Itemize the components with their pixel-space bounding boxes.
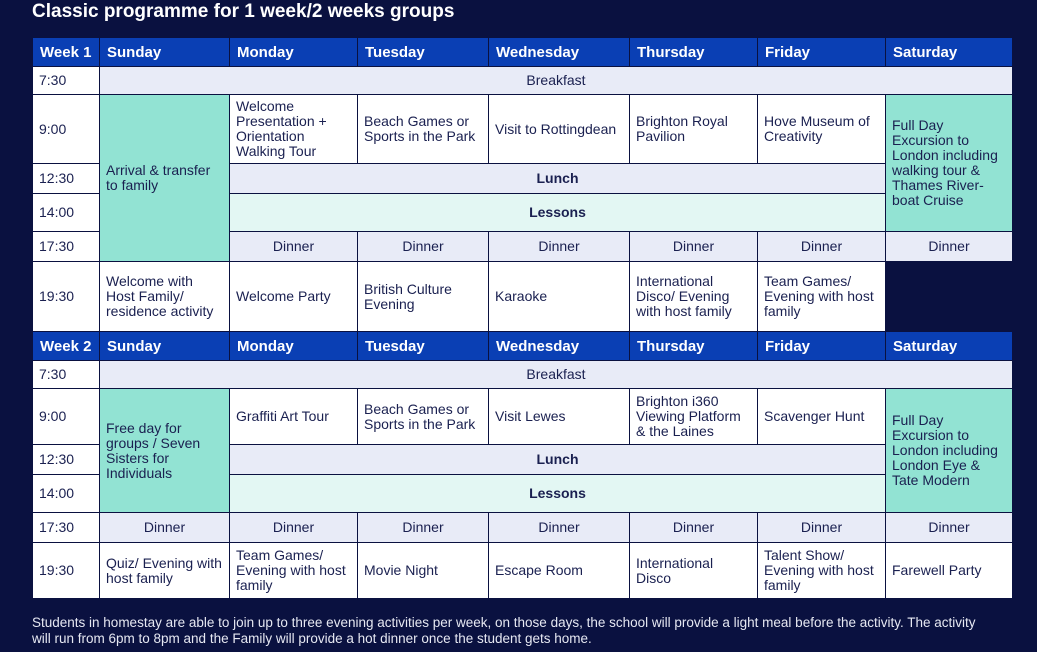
activity-cell: Hove Museum of Creativity bbox=[758, 95, 886, 164]
evening-cell: Quiz/ Evening with host family bbox=[100, 543, 230, 599]
activity-cell: Brighton Royal Pavilion bbox=[630, 95, 758, 164]
day-header-saturday: Saturday bbox=[886, 38, 1013, 67]
evening-cell: British Culture Evening bbox=[358, 262, 489, 332]
evening-cell: Movie Night bbox=[358, 543, 489, 599]
activity-cell: Beach Games or Sports in the Park bbox=[358, 95, 489, 164]
day-header-friday: Friday bbox=[758, 38, 886, 67]
lessons-cell: Lessons bbox=[230, 475, 886, 513]
activity-cell: Brighton i360 Viewing Platform & the Laines bbox=[630, 389, 758, 445]
sunday-activity: Free day for groups / Seven Sisters for Individuals bbox=[100, 389, 230, 513]
week-label: Week 1 bbox=[33, 38, 100, 67]
programme-table bbox=[32, 37, 1013, 599]
time-cell: 17:30 bbox=[33, 513, 100, 543]
lunch-cell: Lunch bbox=[230, 445, 886, 475]
day-header-wednesday: Wednesday bbox=[489, 332, 630, 361]
dinner-cell: Dinner bbox=[100, 513, 230, 543]
time-cell: 14:00 bbox=[33, 194, 100, 232]
time-cell: 12:30 bbox=[33, 164, 100, 194]
activity-cell: Scavenger Hunt bbox=[758, 389, 886, 445]
time-cell: 9:00 bbox=[33, 389, 100, 445]
dinner-cell: Dinner bbox=[230, 513, 358, 543]
table-row bbox=[33, 67, 1013, 95]
breakfast-cell: Breakfast bbox=[100, 361, 1013, 389]
time-cell: 7:30 bbox=[33, 361, 100, 389]
time-cell: 7:30 bbox=[33, 67, 100, 95]
lessons-cell: Lessons bbox=[230, 194, 886, 232]
table-row bbox=[33, 262, 1013, 332]
week1-header-row bbox=[33, 38, 1013, 67]
time-cell: 17:30 bbox=[33, 232, 100, 262]
evening-cell: Farewell Party bbox=[886, 543, 1013, 599]
evening-cell: International Disco bbox=[630, 543, 758, 599]
saturday-excursion: Full Day Excursion to London including walking tour & Thames River-boat Cruise bbox=[886, 95, 1013, 232]
dinner-cell: Dinner bbox=[886, 513, 1013, 543]
day-header-friday: Friday bbox=[758, 332, 886, 361]
time-cell: 9:00 bbox=[33, 95, 100, 164]
evening-cell: Team Games/ Evening with host family bbox=[758, 262, 886, 332]
evening-cell: International Disco/ Evening with host family bbox=[630, 262, 758, 332]
week2-header-row bbox=[33, 332, 1013, 361]
week-label: Week 2 bbox=[33, 332, 100, 361]
day-header-thursday: Thursday bbox=[630, 332, 758, 361]
day-header-tuesday: Tuesday bbox=[358, 38, 489, 67]
dinner-cell: Dinner bbox=[886, 232, 1013, 262]
table-row bbox=[33, 361, 1013, 389]
activity-cell: Graffiti Art Tour bbox=[230, 389, 358, 445]
activity-cell: Visit to Rottingdean bbox=[489, 95, 630, 164]
dinner-cell: Dinner bbox=[758, 232, 886, 262]
dinner-cell: Dinner bbox=[630, 513, 758, 543]
dinner-cell: Dinner bbox=[230, 232, 358, 262]
day-header-sunday: Sunday bbox=[100, 332, 230, 361]
evening-cell: Welcome Party bbox=[230, 262, 358, 332]
day-header-sunday: Sunday bbox=[100, 38, 230, 67]
dinner-cell: Dinner bbox=[358, 232, 489, 262]
dinner-cell: Dinner bbox=[358, 513, 489, 543]
day-header-wednesday: Wednesday bbox=[489, 38, 630, 67]
time-cell: 14:00 bbox=[33, 475, 100, 513]
day-header-monday: Monday bbox=[230, 38, 358, 67]
table-row bbox=[33, 389, 1013, 445]
dinner-cell: Dinner bbox=[758, 513, 886, 543]
breakfast-cell: Breakfast bbox=[100, 67, 1013, 95]
evening-cell: Karaoke bbox=[489, 262, 630, 332]
time-cell: 19:30 bbox=[33, 262, 100, 332]
saturday-excursion: Full Day Excursion to London including London Eye & Tate Modern bbox=[886, 389, 1013, 513]
dinner-cell: Dinner bbox=[630, 232, 758, 262]
evening-cell: Welcome with Host Family/ residence activity bbox=[100, 262, 230, 332]
table-row bbox=[33, 95, 1013, 164]
day-header-monday: Monday bbox=[230, 332, 358, 361]
dinner-cell: Dinner bbox=[489, 232, 630, 262]
day-header-thursday: Thursday bbox=[630, 38, 758, 67]
evening-cell: Talent Show/ Evening with host family bbox=[758, 543, 886, 599]
time-cell: 12:30 bbox=[33, 445, 100, 475]
page-title: Classic programme for 1 week/2 weeks groups bbox=[32, 1, 455, 22]
activity-cell: Beach Games or Sports in the Park bbox=[358, 389, 489, 445]
day-header-tuesday: Tuesday bbox=[358, 332, 489, 361]
lunch-cell: Lunch bbox=[230, 164, 886, 194]
dinner-cell: Dinner bbox=[489, 513, 630, 543]
evening-cell: Escape Room bbox=[489, 543, 630, 599]
footnote: Students in homestay are able to join up to three evening activities per week, on those days, the school will provide a light meal before the activity. The activity will run from 6pm to 8pm and the Family will provide a hot dinner once the student gets home. bbox=[32, 615, 976, 646]
time-cell: 19:30 bbox=[33, 543, 100, 599]
activity-cell: Visit Lewes bbox=[489, 389, 630, 445]
table-row bbox=[33, 543, 1013, 599]
table-row bbox=[33, 513, 1013, 543]
activity-cell: Welcome Presentation + Orientation Walking Tour bbox=[230, 95, 358, 164]
evening-cell: Team Games/ Evening with host family bbox=[230, 543, 358, 599]
sunday-activity: Arrival & transfer to family bbox=[100, 95, 230, 262]
day-header-saturday: Saturday bbox=[886, 332, 1013, 361]
